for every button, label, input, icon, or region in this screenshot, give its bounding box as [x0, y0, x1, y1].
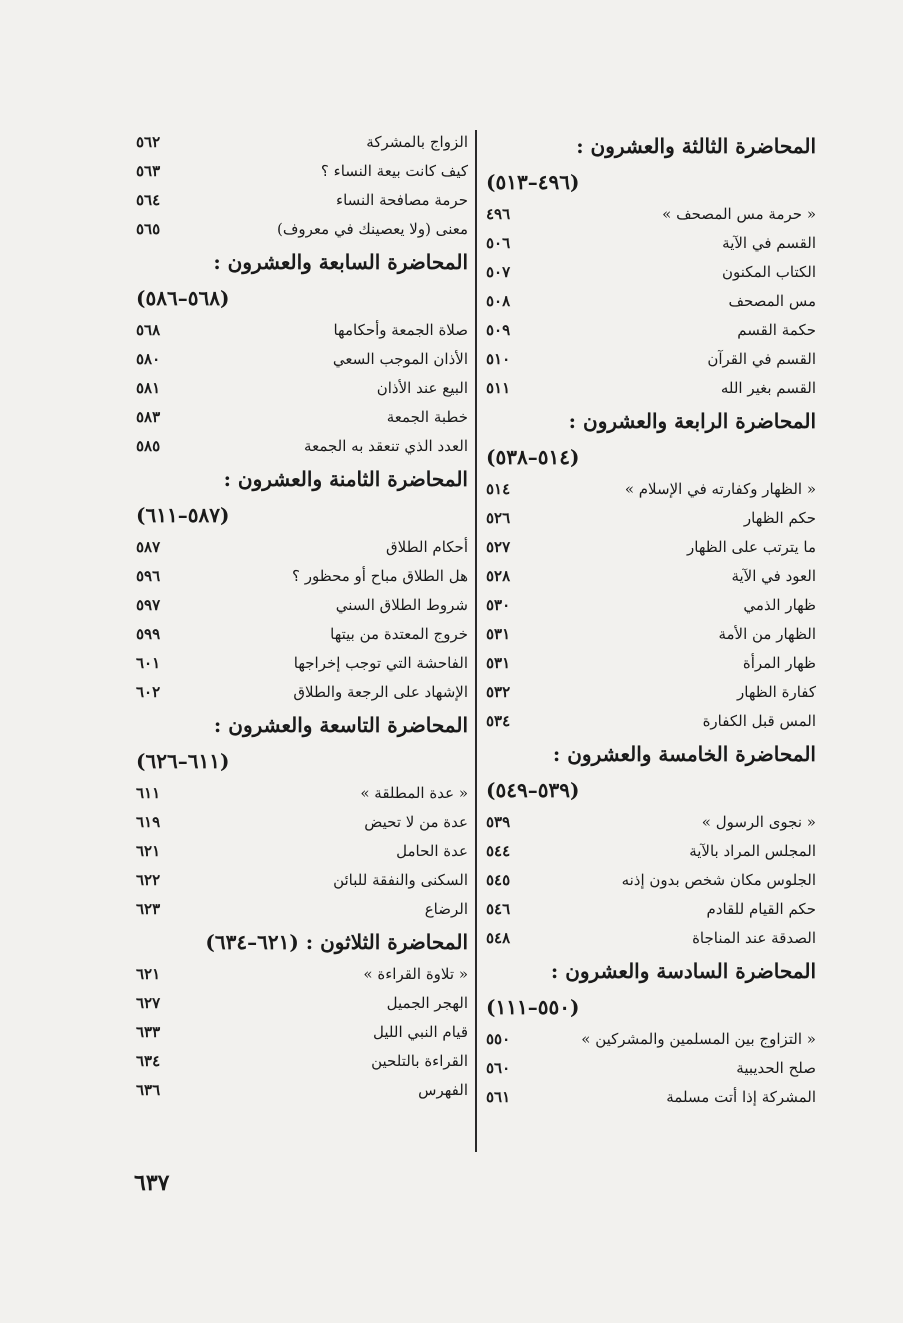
- index-entry: [136, 866, 468, 895]
- page-number: ٦٣٧: [134, 1170, 170, 1196]
- entry-page: ٦٠٢: [136, 683, 161, 701]
- index-entry: [136, 316, 468, 345]
- index-entry: [136, 432, 468, 461]
- entry-title: شروط الطلاق السني: [335, 596, 468, 614]
- entry-page: ٥٩٧: [136, 596, 161, 614]
- page-range: (٥٦٨–٥٨٦): [136, 286, 230, 310]
- entry-title: « التزاوج بين المسلمين والمشركين »: [581, 1030, 816, 1048]
- entry-title: المس قبل الكفارة: [702, 712, 816, 730]
- entry-title: القسم في الآية: [722, 234, 816, 252]
- entry-page: ٥٦١: [486, 1088, 511, 1106]
- entry-title: الرضاع: [424, 900, 468, 918]
- index-entry: [136, 1018, 468, 1047]
- entry-title: « عدة المطلقة »: [360, 784, 468, 802]
- index-entry: [486, 504, 816, 533]
- index-entry: [486, 1054, 816, 1083]
- entry-title: المشركة إذا أتت مسلمة: [666, 1088, 816, 1106]
- entry-page: ٦٢٣: [136, 900, 161, 918]
- index-entry: [136, 374, 468, 403]
- lecture-heading: المحاضرة الخامسة والعشرون :: [552, 742, 816, 766]
- entry-page: ٥٠٨: [486, 292, 511, 310]
- column-divider: [475, 130, 477, 1152]
- entry-page: ٥٢٦: [486, 509, 511, 527]
- index-entry: [486, 316, 816, 345]
- entry-title: معنى (ولا يعصينك في معروف): [276, 220, 468, 238]
- entry-title: العود في الآية: [731, 567, 816, 585]
- entry-page: ٥٢٨: [486, 567, 511, 585]
- entry-title: عدة من لا تحيض: [364, 813, 468, 831]
- index-entry: [486, 866, 816, 895]
- index-entry: [486, 678, 816, 707]
- entry-title: الهجر الجميل: [386, 994, 468, 1012]
- index-entry: [136, 345, 468, 374]
- index-entry: [136, 128, 468, 157]
- entry-title: صلاة الجمعة وأحكامها: [333, 321, 468, 339]
- entry-title: البيع عند الأذان: [376, 379, 468, 397]
- index-entry: [486, 591, 816, 620]
- page-range: (٥٥٠–١١١): [486, 995, 580, 1019]
- entry-page: ٦١٩: [136, 813, 161, 831]
- page-range: (٥٨٧–٦١١): [136, 503, 230, 527]
- entry-title: ما يترتب على الظهار: [687, 538, 816, 556]
- page-range: (٥٣٩–٥٤٩): [486, 778, 580, 802]
- index-entry: [136, 1047, 468, 1076]
- entry-page: ٥٥٠: [486, 1030, 511, 1048]
- index-entry: [486, 1083, 816, 1112]
- page-range: (٤٩٦–٥١٣): [486, 170, 580, 194]
- index-entry: [486, 895, 816, 924]
- lecture-heading: المحاضرة السادسة والعشرون :: [550, 959, 816, 983]
- index-entry: [486, 374, 816, 403]
- entry-title: خروج المعتدة من بيتها: [330, 625, 468, 643]
- index-entry: [486, 707, 816, 736]
- entry-page: ٥٨١: [136, 379, 161, 397]
- entry-title: ظهار المرأة: [742, 654, 816, 672]
- entry-page: ٥٦٠: [486, 1059, 511, 1077]
- right-column: [486, 128, 816, 1112]
- index-entry: [136, 678, 468, 707]
- lecture-heading: المحاضرة التاسعة والعشرون :: [213, 713, 468, 737]
- entry-title: القسم بغير الله: [720, 379, 816, 397]
- entry-title: المجلس المراد بالآية: [689, 842, 816, 860]
- entry-page: ٦٣٦: [136, 1081, 161, 1099]
- entry-page: ٦٠١: [136, 654, 161, 672]
- index-entry: [486, 229, 816, 258]
- entry-title: الجلوس مكان شخص بدون إذنه: [621, 871, 816, 889]
- entry-title: الكتاب المكنون: [722, 263, 816, 281]
- entry-page: ٥٢٧: [486, 538, 511, 556]
- lecture-heading: المحاضرة السابعة والعشرون :: [213, 250, 468, 274]
- lecture-heading: المحاضرة الثالثة والعشرون :: [576, 134, 816, 158]
- entry-page: ٦١١: [136, 784, 161, 802]
- index-entry: [136, 808, 468, 837]
- entry-page: ٥٦٥: [136, 220, 161, 238]
- entry-title: خطبة الجمعة: [386, 408, 468, 426]
- entry-page: ٦٣٤: [136, 1052, 161, 1070]
- entry-page: ٥٣٢: [486, 683, 511, 701]
- entry-title: الإشهاد على الرجعة والطلاق: [293, 683, 468, 701]
- lecture-heading: المحاضرة الرابعة والعشرون :: [568, 409, 816, 433]
- index-entry: [486, 1025, 816, 1054]
- entry-page: ٤٩٦: [486, 205, 511, 223]
- left-column: [136, 128, 468, 1105]
- entry-title: صلح الحديبية: [736, 1059, 816, 1077]
- entry-page: ٥٤٤: [486, 842, 511, 860]
- entry-title: كيف كانت بيعة النساء ؟: [320, 162, 468, 180]
- index-entry: [486, 924, 816, 953]
- entry-title: الأذان الموجب السعي: [332, 350, 468, 368]
- index-entry: [486, 200, 816, 229]
- index-entry: [136, 960, 468, 989]
- entry-title: الفاحشة التي توجب إخراجها: [293, 654, 468, 672]
- entry-page: ٦٢٢: [136, 871, 161, 889]
- index-entry: [486, 620, 816, 649]
- entry-title: « تلاوة القراءة »: [363, 965, 468, 983]
- entry-title: عدة الحامل: [396, 842, 468, 860]
- entry-title: حرمة مصافحة النساء: [336, 191, 468, 209]
- entry-page: ٥٨٧: [136, 538, 161, 556]
- entry-page: ٥١٠: [486, 350, 511, 368]
- entry-title: الصدقة عند المناجاة: [692, 929, 816, 947]
- entry-page: ٥٣٩: [486, 813, 511, 831]
- index-entry: [136, 562, 468, 591]
- entry-page: ٥٣٤: [486, 712, 511, 730]
- entry-title: الفهرس: [418, 1081, 468, 1099]
- entry-page: ٥٠٩: [486, 321, 511, 339]
- lecture-heading: المحاضرة الثامنة والعشرون :: [223, 467, 468, 491]
- entry-page: ٥٨٥: [136, 437, 161, 455]
- index-entry: [486, 287, 816, 316]
- entry-title: حكمة القسم: [737, 321, 816, 339]
- index-entry: [136, 215, 468, 244]
- entry-title: الزواج بالمشركة: [366, 133, 468, 151]
- entry-page: ٥٤٥: [486, 871, 511, 889]
- index-entry: [136, 186, 468, 215]
- entry-page: ٥٩٦: [136, 567, 161, 585]
- entry-title: أحكام الطلاق: [386, 538, 468, 556]
- entry-page: ٥٤٦: [486, 900, 511, 918]
- entry-page: ٥٣٠: [486, 596, 511, 614]
- entry-title: القسم في القرآن: [707, 350, 816, 368]
- index-entry: [136, 1076, 468, 1105]
- entry-title: « حرمة مس المصحف »: [662, 205, 816, 223]
- entry-page: ٦٢١: [136, 842, 161, 860]
- entry-title: العدد الذي تنعقد به الجمعة: [304, 437, 468, 455]
- index-entry: [136, 157, 468, 186]
- index-entry: [486, 533, 816, 562]
- entry-title: حكم الظهار: [743, 509, 816, 527]
- index-entry: [486, 258, 816, 287]
- entry-title: السكنى والنفقة للبائن: [333, 871, 468, 889]
- index-entry: [486, 837, 816, 866]
- entry-page: ٥١٤: [486, 480, 511, 498]
- index-entry: [486, 649, 816, 678]
- entry-title: قيام النبي الليل: [373, 1023, 468, 1041]
- index-entry: [136, 533, 468, 562]
- index-entry: [136, 837, 468, 866]
- page-range: (٦١١–٦٢٦): [136, 749, 230, 773]
- index-entry: [136, 989, 468, 1018]
- entry-page: ٥٦٣: [136, 162, 161, 180]
- index-entry: [486, 345, 816, 374]
- index-entry: [486, 808, 816, 837]
- entry-page: ٥٩٩: [136, 625, 161, 643]
- entry-title: القراءة بالتلحين: [371, 1052, 468, 1070]
- entry-page: ٥٣١: [486, 625, 511, 643]
- index-entry: [136, 620, 468, 649]
- entry-page: ٥١١: [486, 379, 511, 397]
- entry-page: ٦٣٣: [136, 1023, 161, 1041]
- entry-page: ٥٠٦: [486, 234, 511, 252]
- entry-page: ٥٦٢: [136, 133, 161, 151]
- index-entry: [486, 562, 816, 591]
- entry-page: ٥٤٨: [486, 929, 511, 947]
- entry-title: حكم القيام للقادم: [706, 900, 816, 918]
- index-entry: [136, 649, 468, 678]
- entry-title: مس المصحف: [728, 292, 816, 310]
- entry-title: الظهار من الأمة: [718, 625, 816, 643]
- index-entry: [136, 895, 468, 924]
- entry-page: ٥٣١: [486, 654, 511, 672]
- entry-page: ٥٨٠: [136, 350, 161, 368]
- index-entry: [136, 403, 468, 432]
- entry-page: ٦٢٧: [136, 994, 161, 1012]
- lecture-heading: المحاضرة الثلاثون : (٦٢١–٦٣٤): [205, 930, 468, 954]
- entry-page: ٥٦٤: [136, 191, 161, 209]
- entry-title: هل الطلاق مباح أو محظور ؟: [292, 567, 468, 585]
- entry-title: « الظهار وكفارته في الإسلام »: [624, 480, 816, 498]
- entry-title: كفارة الظهار: [737, 683, 816, 701]
- index-entry: [486, 475, 816, 504]
- index-entry: [136, 779, 468, 808]
- entry-page: ٥٦٨: [136, 321, 161, 339]
- page-range: (٥١٤–٥٣٨): [486, 445, 580, 469]
- entry-title: « نجوى الرسول »: [701, 813, 816, 831]
- entry-title: ظهار الذمي: [743, 596, 816, 614]
- index-entry: [136, 591, 468, 620]
- entry-page: ٥٨٣: [136, 408, 161, 426]
- entry-page: ٦٢١: [136, 965, 161, 983]
- entry-page: ٥٠٧: [486, 263, 511, 281]
